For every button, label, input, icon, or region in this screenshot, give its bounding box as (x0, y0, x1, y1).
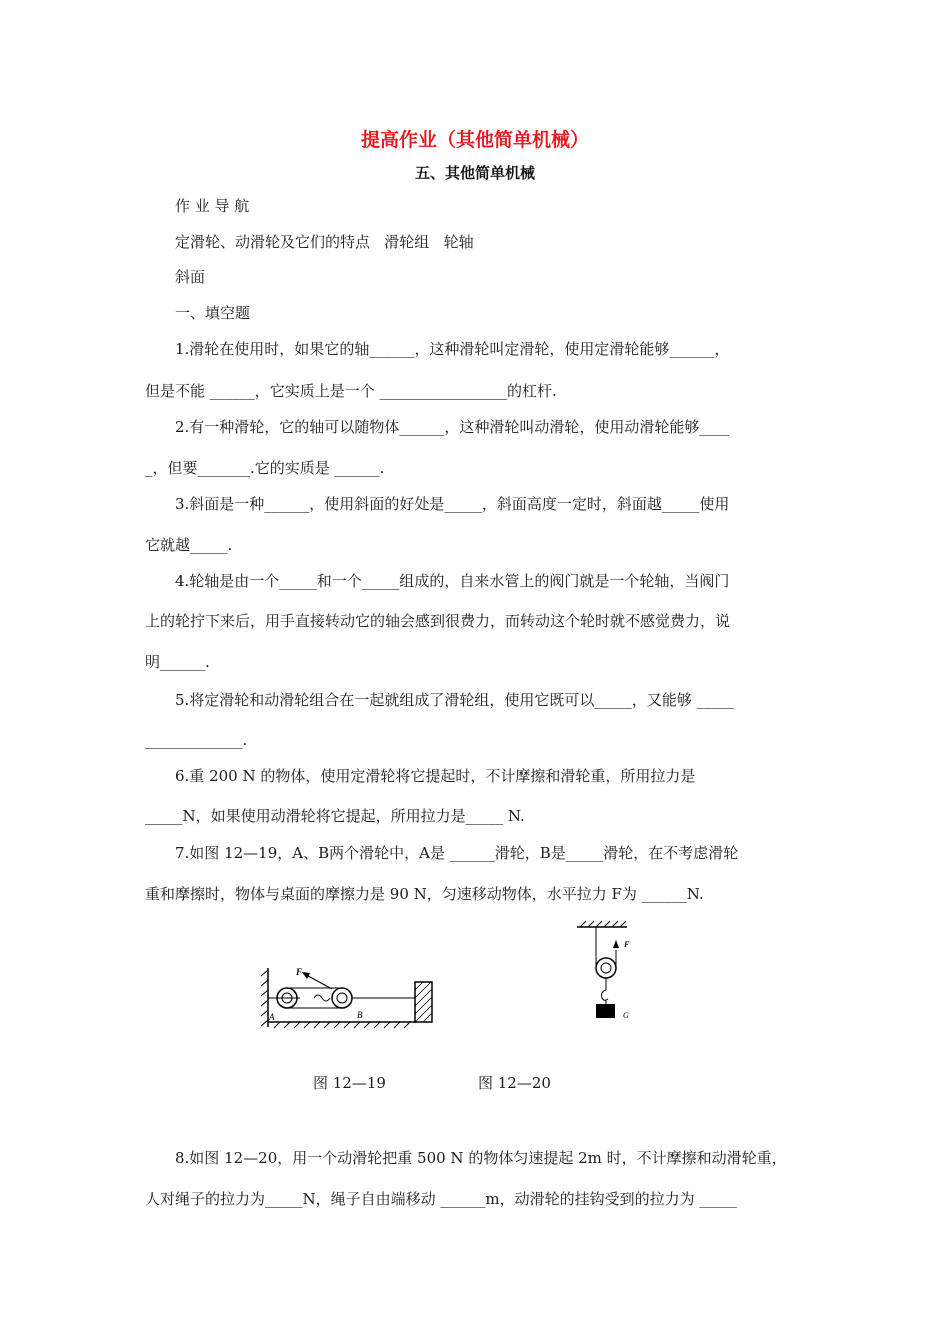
label-B: B (357, 1010, 363, 1020)
question-line: 7.如图 12—19，A、B两个滑轮中，A是 ______滑轮，B是_____滑轮，在不考虑滑轮 (175, 844, 739, 862)
question-line: 明______. (145, 653, 210, 671)
nav-heading: 作 业 导 航 (175, 197, 250, 215)
figure-caption-12-20: 图 12—20 (478, 1074, 551, 1092)
question-line: 5.将定滑轮和动滑轮组合在一起就组成了滑轮组，使用它既可以_____，又能够 _____ (175, 691, 735, 709)
question-line: _____________. (145, 731, 248, 749)
section-heading: 一、填空题 (175, 304, 251, 322)
question-line: 2.有一种滑轮，它的轴可以随物体______，这种滑轮叫动滑轮，使用动滑轮能够____ (175, 418, 730, 436)
question-line: 它就越_____. (145, 536, 233, 554)
question-line: _，但要_______.它的实质是 ______. (145, 459, 385, 477)
question-line: _____N，如果使用动滑轮将它提起，所用拉力是_____ N. (145, 807, 525, 825)
question-line: 重和摩擦时，物体与桌面的摩擦力是 90 N，匀速移动物体，水平拉力 F为 ______N. (145, 885, 704, 903)
question-line: 6.重 200 N 的物体，使用定滑轮将它提起时，不计摩擦和滑轮重，所用拉力是 (175, 767, 696, 785)
figure-12-20-diagram (572, 920, 642, 1030)
question-line: 上的轮拧下来后，用手直接转动它的轴会感到很费力，而转动这个轮时就不感觉费力，说 (145, 612, 731, 630)
label-F: F (296, 967, 303, 977)
nav-topics-2: 斜面 (175, 268, 206, 286)
label-F: F (624, 940, 630, 949)
question-line: 1.滑轮在使用时，如果它的轴______，这种滑轮叫定滑轮，使用定滑轮能够______， (175, 340, 730, 358)
nav-topics: 定滑轮、动滑轮及它们的特点 滑轮组 轮轴 (175, 233, 474, 251)
figure-caption-12-19: 图 12—19 (313, 1074, 386, 1092)
label-G: G (623, 1011, 629, 1020)
question-line: 4.轮轴是由一个_____和一个_____组成的，自来水管上的阀门就是一个轮轴，当阀门 (175, 572, 730, 590)
section-subtitle: 五、其他简单机械 (414, 164, 535, 182)
document-title: 提高作业（其他简单机械） (360, 129, 589, 151)
label-A: A (269, 1012, 275, 1022)
figure-12-19-diagram (258, 962, 443, 1032)
question-line: 3.斜面是一种______，使用斜面的好处是_____，斜面高度一定时，斜面越_____使用 (175, 495, 730, 513)
question-line: 人对绳子的拉力为_____N，绳子自由端移动 ______m，动滑轮的挂钩受到的拉力为 _____ (145, 1190, 737, 1208)
question-line: 8.如图 12—20，用一个动滑轮把重 500 N 的物体匀速提起 2m 时，不计摩擦和动滑轮重， (175, 1149, 787, 1167)
question-line: 但是不能 ______，它实质上是一个 _________________的杠杆. (145, 382, 557, 400)
